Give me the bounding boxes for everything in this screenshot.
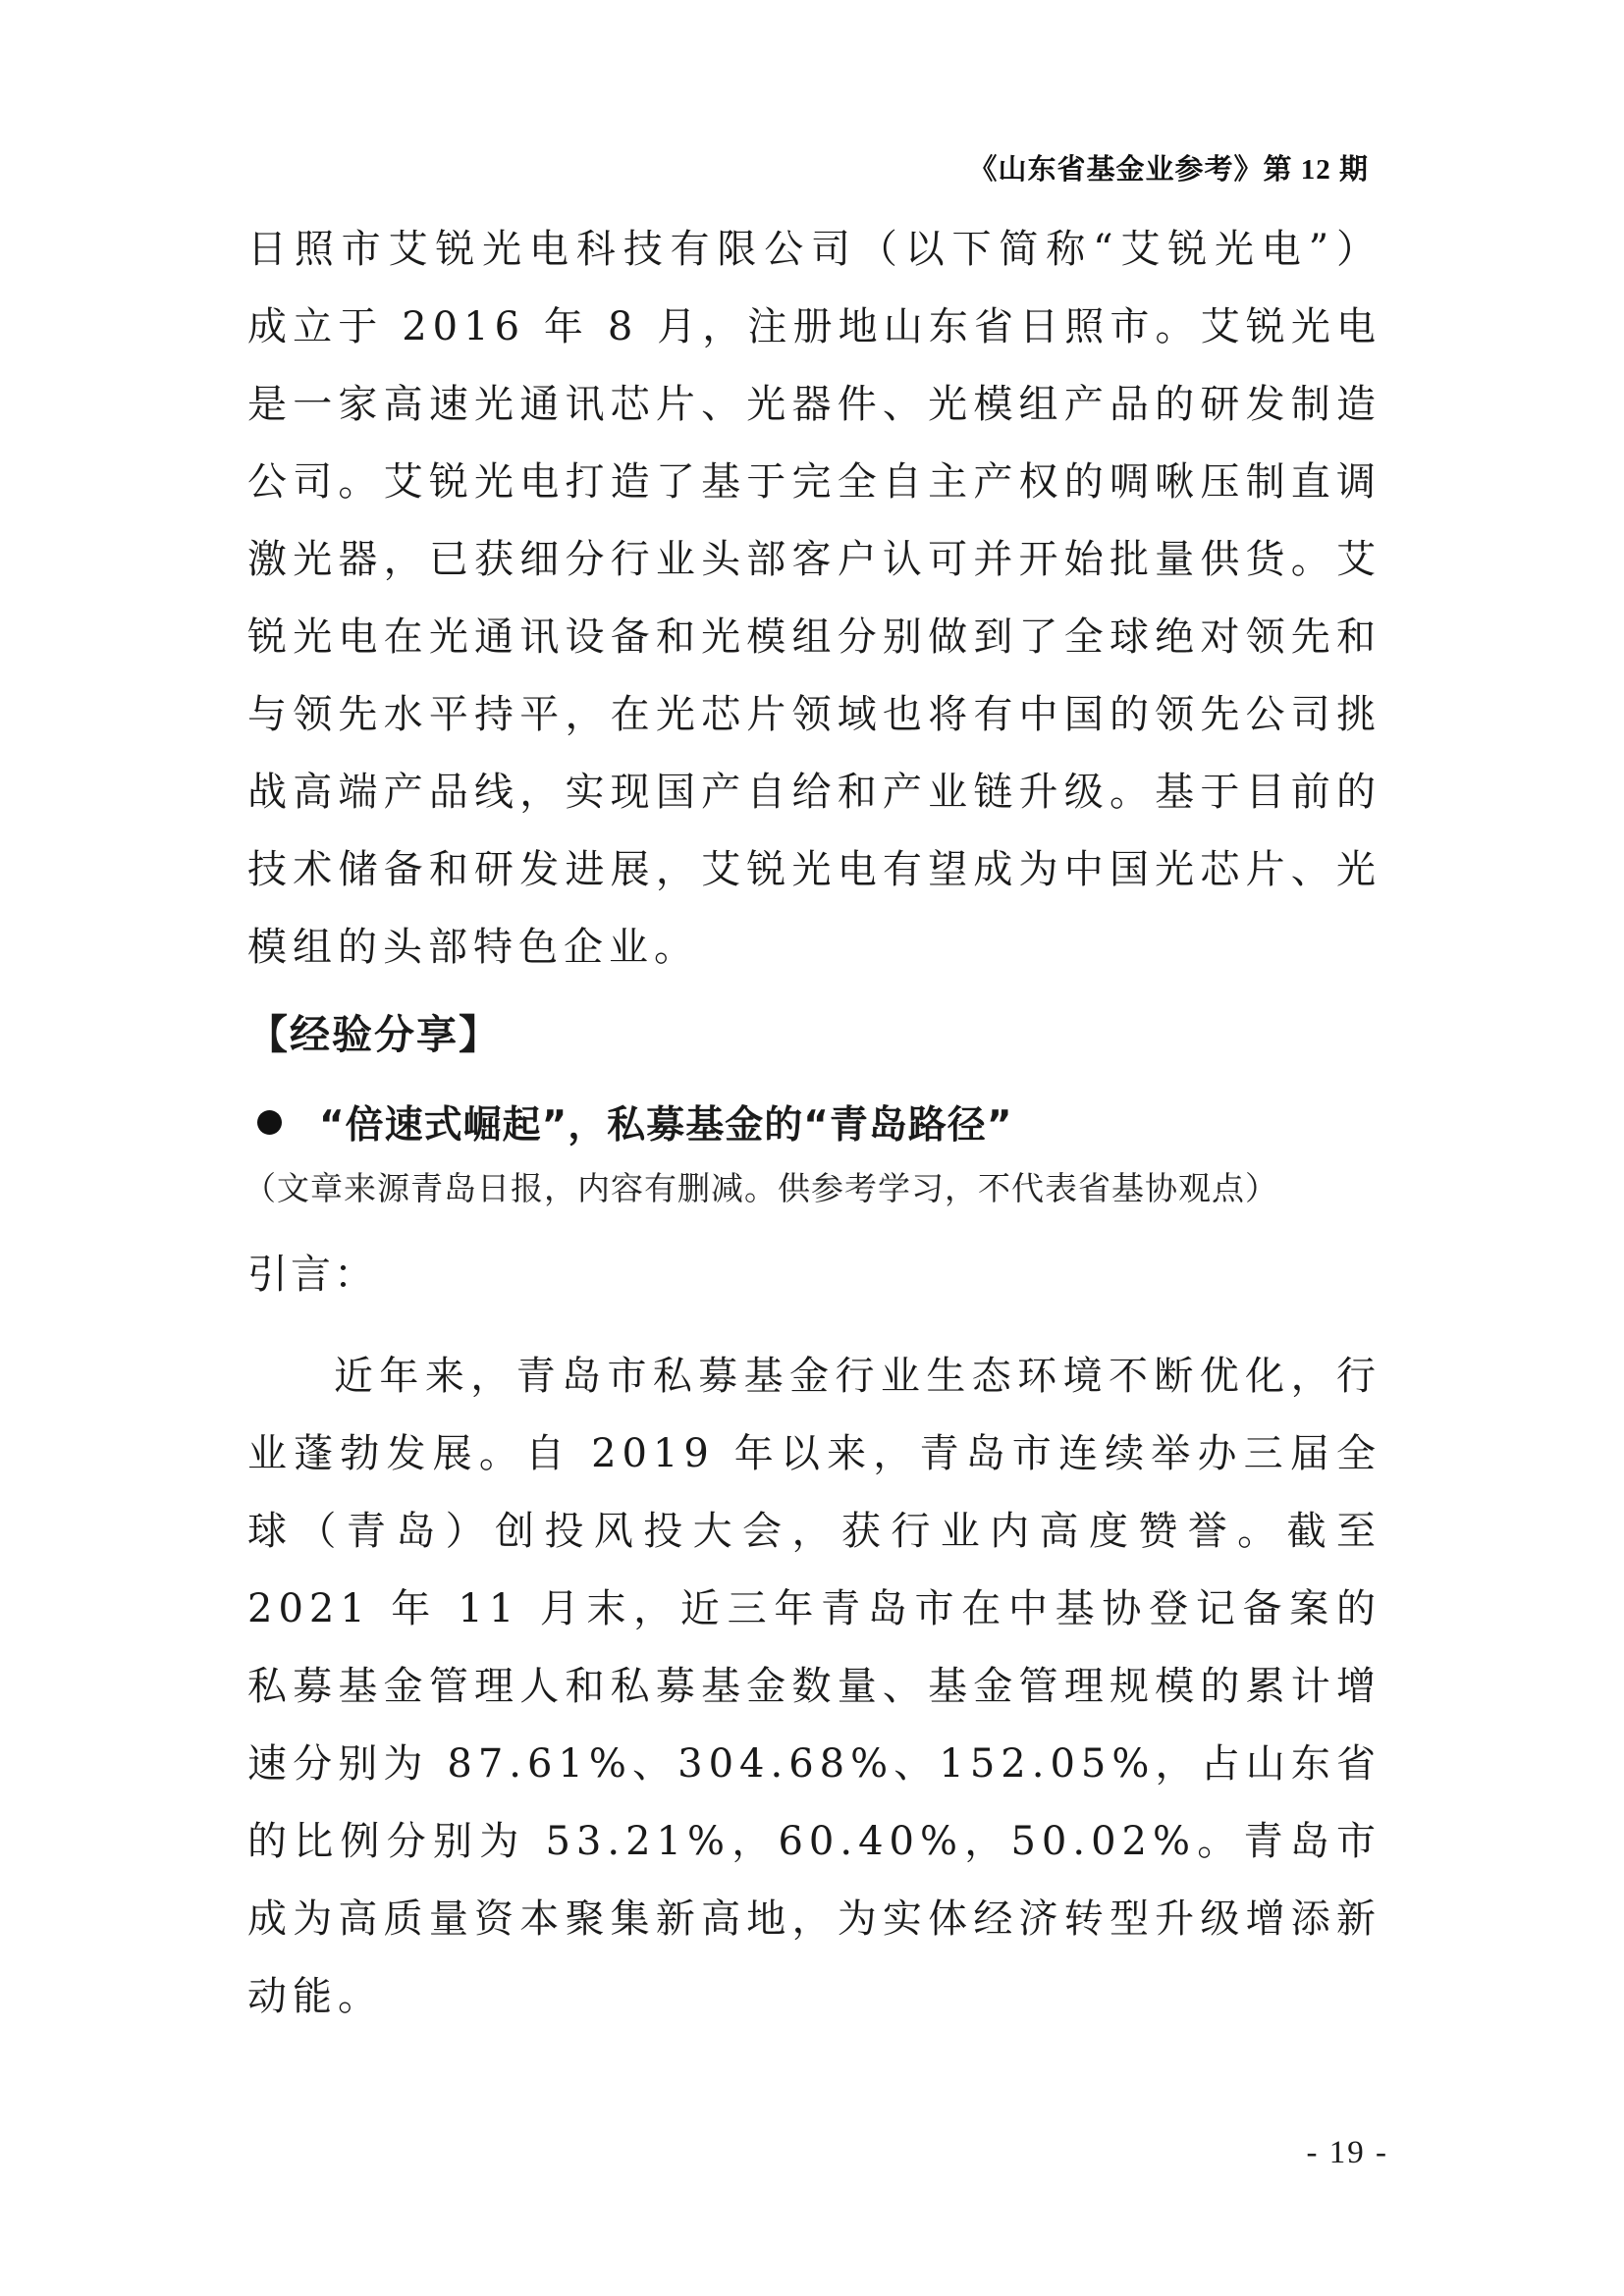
article-title-row	[247, 1089, 1381, 1155]
article-title: “倍速式崛起”，私募基金的“青岛路径”	[319, 1103, 1013, 1148]
page-body	[244, 211, 1381, 2036]
section-title: 【经验分享】	[247, 1011, 501, 1058]
page-number: - 19 -	[1306, 2135, 1388, 2170]
source-note: （文章来源青岛日报，内容有删减。供参考学习，不代表省基协观点）	[244, 1169, 1278, 1207]
running-header: 《山东省基金业参考》第 12 期	[968, 154, 1369, 186]
bullet-icon	[257, 1110, 282, 1135]
company-paragraph: 日照市艾锐光电科技有限公司（以下简称“艾锐光电”）成立于 2016 年 8 月，注册地山东省日照市。艾锐光电是一家高速光通讯芯片、光器件、光模组产品的研发制造公司。艾锐光电打造了基于完全自主产权的啁啾压制直调激光器，已获细分行业头部客户认可并开始批量供货。艾锐光电在光通讯设备和光模组分别做到了全球绝对领先和与领先水平持平，在光芯片领域也将有中国的领先公司挑战高端产品线，实现国产自给和产业链升级。基于目前的技术储备和研发进展，艾锐光电有望成为中国光芯片、光模组的头部特色企业。	[247, 227, 1381, 970]
intro-heading: 引言：	[247, 1251, 377, 1298]
intro-paragraph: 近年来，青岛市私募基金行业生态环境不断优化，行业蓬勃发展。自 2019 年以来，青岛市连续举办三届全球（青岛）创投风投大会，获行业内高度赞誉。截至 2021 年 11 月末，近三年青岛市在中基协登记备案的私募基金管理人和私募基金数量、基金管理规模的累计增速分别为 87.61%、304.68%、152.05%，占山东省的比例分别为 53.21%，60.40%，50.02%。青岛市成为高质量资本聚集新高地，为实体经济转型升级增添新动能。	[247, 1354, 1381, 2019]
